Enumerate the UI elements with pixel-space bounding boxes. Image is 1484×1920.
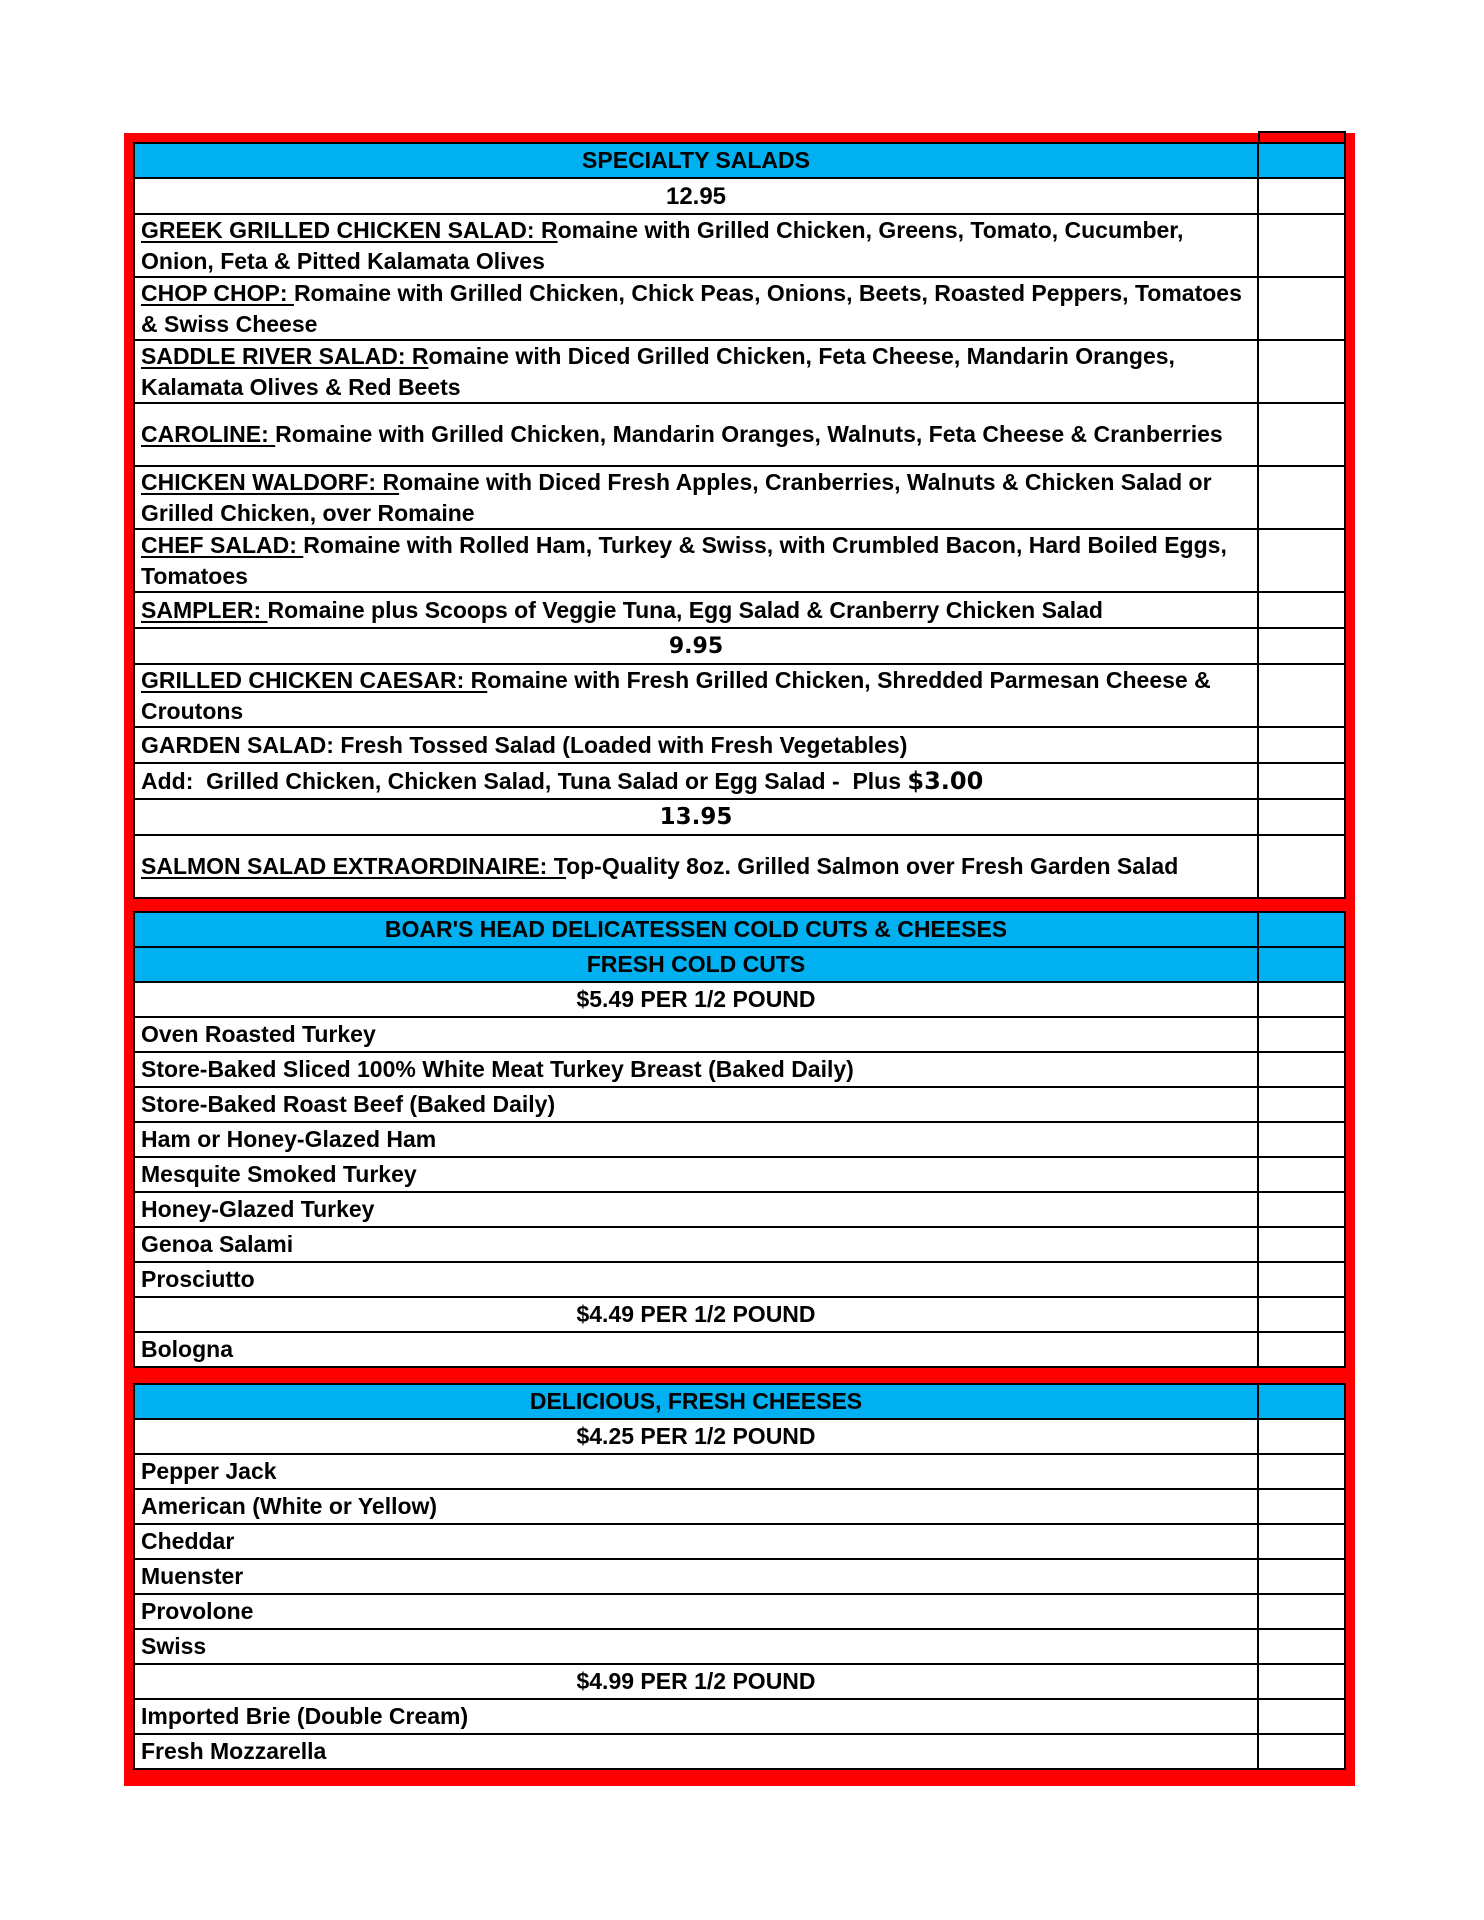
- quantity-cell[interactable]: [1259, 1630, 1346, 1663]
- price-label: 12.95: [135, 179, 1259, 213]
- quantity-cell[interactable]: [1259, 1018, 1346, 1051]
- price-label: $4.49 PER 1/2 POUND: [135, 1298, 1259, 1331]
- price-label: $5.49 PER 1/2 POUND: [135, 983, 1259, 1016]
- quantity-cell[interactable]: [1259, 530, 1346, 591]
- section-subheader: FRESH COLD CUTS: [135, 948, 1259, 981]
- menu-item-row: [135, 1490, 1346, 1525]
- menu-item-row: [135, 728, 1346, 764]
- quantity-cell[interactable]: [1259, 1665, 1346, 1698]
- quantity-cell: [1259, 913, 1346, 946]
- quantity-cell[interactable]: [1259, 1525, 1346, 1558]
- menu-item-row: [135, 1525, 1346, 1560]
- quantity-cell[interactable]: [1259, 179, 1346, 213]
- quantity-cell[interactable]: [1259, 1333, 1346, 1366]
- quantity-cell[interactable]: [1259, 836, 1346, 897]
- menu-item-row: [135, 278, 1346, 341]
- quantity-cell[interactable]: [1259, 1455, 1346, 1488]
- price-row: [135, 1298, 1346, 1333]
- item-text: Store-Baked Sliced 100% White Meat Turkey Breast (Baked Daily): [135, 1053, 1259, 1086]
- quantity-cell[interactable]: [1259, 1263, 1346, 1296]
- item-text: Swiss: [135, 1630, 1259, 1663]
- item-text: Cheddar: [135, 1525, 1259, 1558]
- item-description: omaine with Diced Fresh Apples, Cranberries, Walnuts & Chicken Salad or Grilled Chicken, over Romaine: [141, 468, 1212, 526]
- quantity-cell[interactable]: [1259, 1735, 1346, 1768]
- price-row: [135, 983, 1346, 1018]
- menu-item-row: [135, 1455, 1346, 1490]
- quantity-cell[interactable]: [1259, 983, 1346, 1016]
- quantity-cell[interactable]: [1259, 1053, 1346, 1086]
- menu-item-row: [135, 1560, 1346, 1595]
- menu-item-row: [135, 836, 1346, 899]
- add-on-row: [135, 764, 1346, 800]
- quantity-cell: [1259, 1385, 1346, 1418]
- specialty-salads-section: [133, 142, 1346, 899]
- price-row: [135, 1665, 1346, 1700]
- menu-item-row: [135, 530, 1346, 593]
- menu-item-row: [135, 1123, 1346, 1158]
- menu-item-row: [135, 1595, 1346, 1630]
- price-row: [135, 1420, 1346, 1455]
- quantity-cell[interactable]: [1259, 1700, 1346, 1733]
- item-text: Mesquite Smoked Turkey: [135, 1158, 1259, 1191]
- menu-item-row: [135, 1263, 1346, 1298]
- menu-item-row: [135, 1018, 1346, 1053]
- item-name: CAROLINE:: [141, 421, 276, 447]
- item-description: Romaine plus Scoops of Veggie Tuna, Egg Salad & Cranberry Chicken Salad: [267, 596, 1103, 623]
- menu-item-row: [135, 1053, 1346, 1088]
- menu-item-row: [135, 1228, 1346, 1263]
- item-text: Prosciutto: [135, 1263, 1259, 1296]
- price-label: 9.95: [135, 629, 1259, 663]
- price-label: $4.99 PER 1/2 POUND: [135, 1665, 1259, 1698]
- menu-item-row: [135, 1700, 1346, 1735]
- price-label: $4.25 PER 1/2 POUND: [135, 1420, 1259, 1453]
- quantity-cell[interactable]: [1259, 1298, 1346, 1331]
- section-header: BOAR'S HEAD DELICATESSEN COLD CUTS & CHEESES: [135, 913, 1259, 946]
- item-name: SAMPLER:: [141, 596, 268, 623]
- item-description: op-Quality 8oz. Grilled Salmon over Fresh Garden Salad: [566, 853, 1179, 879]
- quantity-cell[interactable]: [1259, 1123, 1346, 1156]
- item-description: Romaine with Rolled Ham, Turkey & Swiss, with Crumbled Bacon, Hard Boiled Eggs, Tomatoes: [141, 531, 1227, 589]
- item-name: SADDLE RIVER SALAD: R: [141, 342, 429, 369]
- item-text: Store-Baked Roast Beef (Baked Daily): [135, 1088, 1259, 1121]
- add-on-price: $3.00: [907, 766, 984, 795]
- price-row: [135, 800, 1346, 836]
- quantity-cell[interactable]: [1259, 215, 1346, 276]
- section-header: SPECIALTY SALADS: [135, 144, 1259, 177]
- quantity-cell: [1259, 948, 1346, 981]
- menu-item-row: [135, 467, 1346, 530]
- cold-cuts-section: [133, 911, 1346, 1368]
- item-text: Provolone: [135, 1595, 1259, 1628]
- menu-item-row: [135, 1193, 1346, 1228]
- section-header: DELICIOUS, FRESH CHEESES: [135, 1385, 1259, 1418]
- menu-item-row: [135, 665, 1346, 728]
- quantity-cell[interactable]: [1259, 665, 1346, 726]
- item-text: Pepper Jack: [135, 1455, 1259, 1488]
- quantity-cell[interactable]: [1259, 1193, 1346, 1226]
- item-description: Romaine with Grilled Chicken, Chick Peas, Onions, Beets, Roasted Peppers, Tomatoes & Swiss Cheese: [141, 279, 1242, 337]
- quantity-cell[interactable]: [1259, 278, 1346, 339]
- quantity-cell[interactable]: [1259, 629, 1346, 663]
- item-name: CHEF SALAD:: [141, 531, 304, 558]
- quantity-cell[interactable]: [1259, 1560, 1346, 1593]
- item-text: Honey-Glazed Turkey: [135, 1193, 1259, 1226]
- price-label: 13.95: [135, 800, 1259, 834]
- quantity-cell[interactable]: [1259, 1158, 1346, 1191]
- section-subheader-row: [135, 948, 1346, 983]
- section-header-row: [135, 144, 1346, 179]
- item-text: GARDEN SALAD: Fresh Tossed Salad (Loaded with Fresh Vegetables): [135, 728, 1259, 762]
- quantity-cell[interactable]: [1259, 1228, 1346, 1261]
- item-text: Ham or Honey-Glazed Ham: [135, 1123, 1259, 1156]
- menu-item-row: [135, 1630, 1346, 1665]
- menu-item-row: [135, 341, 1346, 404]
- section-header-row: [135, 1385, 1346, 1420]
- item-text: Muenster: [135, 1560, 1259, 1593]
- item-text: Genoa Salami: [135, 1228, 1259, 1261]
- item-text: Imported Brie (Double Cream): [135, 1700, 1259, 1733]
- item-name: GREEK GRILLED CHICKEN SALAD: R: [141, 216, 558, 243]
- menu-item-row: [135, 1088, 1346, 1123]
- item-name: SALMON SALAD EXTRAORDINAIRE: T: [141, 853, 567, 879]
- menu-item-row: [135, 593, 1346, 629]
- quantity-cell[interactable]: [1259, 467, 1346, 528]
- quantity-cell[interactable]: [1259, 1490, 1346, 1523]
- price-row: [135, 629, 1346, 665]
- quantity-cell[interactable]: [1259, 728, 1346, 762]
- quantity-cell[interactable]: [1259, 404, 1346, 465]
- quantity-cell[interactable]: [1259, 341, 1346, 402]
- quantity-cell[interactable]: [1259, 1088, 1346, 1121]
- item-text: Bologna: [135, 1333, 1259, 1366]
- menu-item-row: [135, 404, 1346, 467]
- section-header-row: [135, 913, 1346, 948]
- quantity-cell[interactable]: [1259, 764, 1346, 798]
- item-name: GRILLED CHICKEN CAESAR: R: [141, 666, 488, 693]
- menu-item-row: [135, 215, 1346, 278]
- quantity-cell[interactable]: [1259, 1420, 1346, 1453]
- item-description: omaine with Grilled Chicken, Greens, Tomato, Cucumber, Onion, Feta & Pitted Kalamata Olives: [141, 216, 1184, 274]
- price-row: [135, 179, 1346, 215]
- item-name: CHOP CHOP:: [141, 279, 294, 306]
- menu-item-row: [135, 1158, 1346, 1193]
- add-on-text: Add: Grilled Chicken, Chicken Salad, Tuna Salad or Egg Salad - Plus: [141, 767, 908, 794]
- item-description: omaine with Diced Grilled Chicken, Feta Cheese, Mandarin Oranges, Kalamata Olives & Red Beets: [141, 342, 1175, 400]
- item-text: Oven Roasted Turkey: [135, 1018, 1259, 1051]
- quantity-cell[interactable]: [1259, 593, 1346, 627]
- quantity-cell[interactable]: [1259, 1595, 1346, 1628]
- item-text: American (White or Yellow): [135, 1490, 1259, 1523]
- quantity-cell[interactable]: [1259, 800, 1346, 834]
- item-text: Fresh Mozzarella: [135, 1735, 1259, 1768]
- item-description: omaine with Fresh Grilled Chicken, Shredded Parmesan Cheese & Croutons: [141, 666, 1211, 724]
- quantity-cell: [1259, 144, 1346, 177]
- cheeses-section: [133, 1383, 1346, 1770]
- menu-item-row: [135, 1333, 1346, 1368]
- item-name: CHICKEN WALDORF: R: [141, 468, 400, 495]
- menu-item-row: [135, 1735, 1346, 1770]
- item-description: Romaine with Grilled Chicken, Mandarin Oranges, Walnuts, Feta Cheese & Cranberries: [275, 421, 1223, 447]
